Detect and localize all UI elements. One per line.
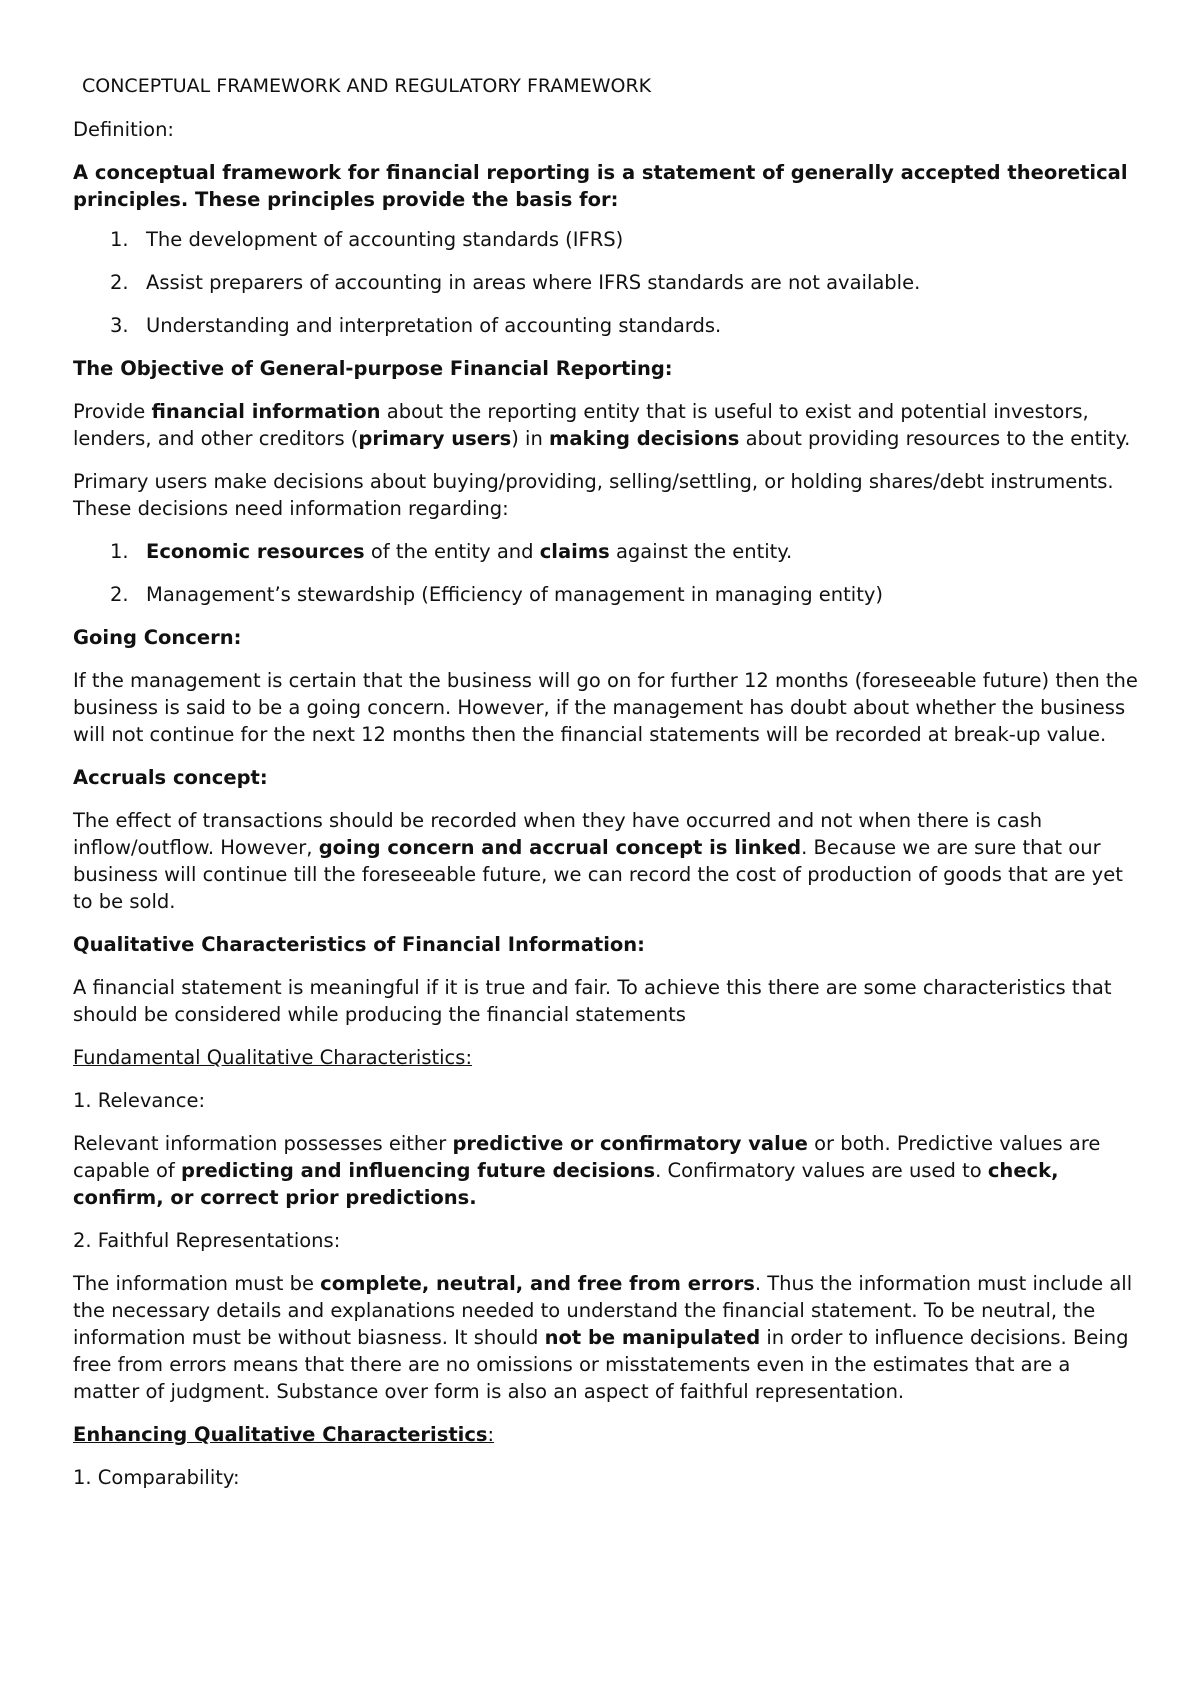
accruals-paragraph [73,807,1140,915]
list-item [73,269,1140,296]
list-number: 1. [110,540,129,563]
list-number: 3. [110,314,129,337]
bold-run: claims [539,540,610,563]
text-run: in order to influence decisions. Being free from errors means that there are no omissions or misstatements even in the estimates that are a matter of judgment. Substance over form is also an aspect of faithful representation. [73,1326,1129,1403]
bold-run: Enhancing Qualitative Characteristics [73,1423,488,1446]
faithful-label: 2. Faithful Representations: [73,1229,341,1252]
relevance-label: 1. Relevance: [73,1089,206,1112]
definition-label: Definition: [73,118,174,141]
list-item [73,226,1140,253]
list-item-text: The development of accounting standards (IFRS) [146,228,624,251]
bold-run: going concern and accrual concept is linked [318,836,802,859]
list-item-text: Assist preparers of accounting in areas where IFRS standards are not available. [146,271,921,294]
comparability-label: 1. Comparability: [73,1466,240,1489]
basis-list [73,226,1140,339]
bold-run: predictive or confirmatory value [452,1132,808,1155]
bold-run: Economic resources [146,540,365,563]
subheading-fundamental: Fundamental Qualitative Characteristics: [73,1046,473,1069]
definition-text: A conceptual framework for financial reporting is a statement of generally accepted theoretical principles. These principles provide the basis for: [73,161,1128,211]
list-item-text: Management’s stewardship (Efficiency of management in managing entity) [146,583,884,606]
qualitative-intro-paragraph: A financial statement is meaningful if it is true and fair. To achieve this there are some characteristics that should be considered while producing the financial statements [73,976,1112,1026]
list-item-text [146,540,792,563]
text-run: . Thus the information must include all the necessary details and explanations needed to understand the financial statement. To be neutral, the information must be without biasness. It should [73,1272,1133,1349]
relevance-paragraph [73,1130,1140,1211]
list-number: 2. [110,583,129,606]
text-run: of the entity and [364,540,540,563]
text-run: . Because we are sure that our business will continue till the foreseeable future, we can record the cost of production of goods that are yet to be sold. [73,836,1123,913]
primary-users-paragraph: Primary users make decisions about buying/providing, selling/settling, or holding shares/debt instruments. These decisions need information regarding: [73,470,1114,520]
document-title: CONCEPTUAL FRAMEWORK AND REGULATORY FRAMEWORK [82,75,652,97]
bold-run: check, confirm, or correct prior predictions. [73,1159,1059,1209]
text-run: or both. Predictive values are capable of [73,1132,1101,1182]
section-heading-accruals: Accruals concept: [73,766,268,789]
bold-run: complete, neutral, and free from errors [320,1272,755,1295]
faithful-paragraph [73,1270,1140,1405]
going-concern-paragraph: If the management is certain that the business will go on for further 12 months (foreseeable future) then the business is said to be a going concern. However, if the management has doubt about whether the business will not continue for the next 12 months then the financial statements will be recorded at break-up value. [73,669,1138,746]
bold-run: making decisions [549,427,740,450]
section-heading-going-concern: Going Concern: [73,626,242,649]
section-heading-objective: The Objective of General-purpose Financial Reporting: [73,357,673,380]
bold-run: predicting and influencing future decisions [180,1159,656,1182]
decision-info-list [73,538,1140,608]
text-run: Relevant information possesses either [73,1132,453,1155]
text-run: against the entity. [609,540,793,563]
text-run: about the reporting entity that is useful to exist and potential investors, lenders, and other creditors ( [73,400,1089,450]
section-heading-qualitative: Qualitative Characteristics of Financial Information: [73,933,645,956]
text-run: : [487,1423,495,1446]
objective-paragraph [73,398,1140,452]
text-run: The effect of transactions should be recorded when they have occurred and not when there is cash inflow/outflow. However, [73,809,1043,859]
list-number: 1. [110,228,129,251]
list-item [73,538,1140,565]
bold-run: primary users [358,427,512,450]
list-item-text: Understanding and interpretation of accounting standards. [146,314,722,337]
text-run: about providing resources to the entity. [739,427,1131,450]
text-run: Provide [73,400,152,423]
bold-run: financial information [151,400,381,423]
text-run: ) in [511,427,549,450]
subheading-enhancing [73,1421,1140,1448]
text-run: . Confirmatory values are used to [655,1159,988,1182]
list-number: 2. [110,271,129,294]
bold-run: not be manipulated [544,1326,761,1349]
text-run: The information must be [73,1272,321,1295]
list-item [73,581,1140,608]
list-item [73,312,1140,339]
